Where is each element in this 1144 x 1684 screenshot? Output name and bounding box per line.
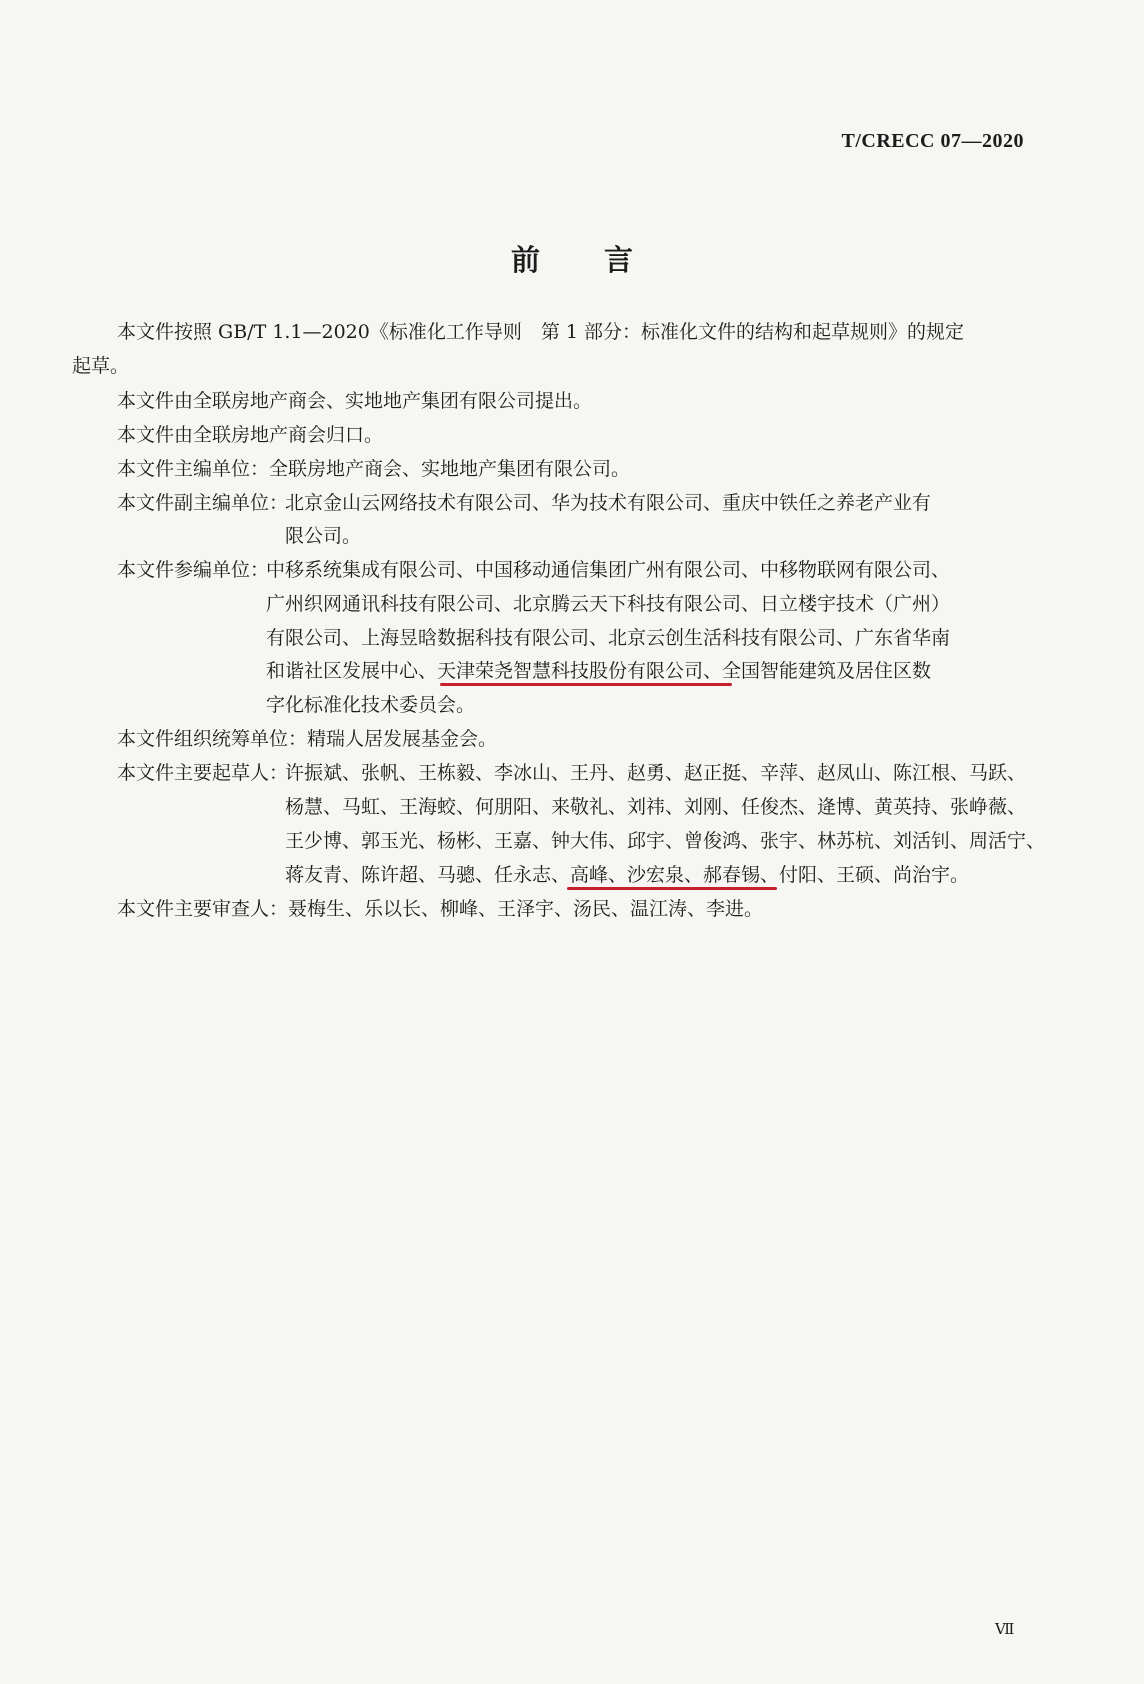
- participating-line-2: 广州织网通讯科技有限公司、北京腾云天下科技有限公司、日立楼宇技术（广州）: [266, 593, 951, 615]
- chief-editor-line: [117, 454, 630, 481]
- title-char-1: 前: [510, 243, 540, 277]
- page-title: [0, 238, 1144, 279]
- participating-line-3: 有限公司、上海昱晗数据科技有限公司、北京云创生活科技有限公司、广东省华南: [266, 627, 951, 649]
- reviewers-line: [117, 894, 763, 921]
- foreword-p2: 本文件由全联房地产商会、实地地产集团有限公司提出。: [117, 390, 593, 412]
- participating-line-5: 字化标准化技术委员会。: [266, 694, 476, 716]
- reviewers-text: 聂梅生、乐以长、柳峰、王泽宇、汤民、温江涛、李进。: [288, 898, 764, 920]
- chief-editor-label: 本文件主编单位：: [117, 458, 270, 480]
- red-underline-company: [440, 683, 732, 686]
- drafters-line-1: 许振斌、张帆、王栋毅、李冰山、王丹、赵勇、赵正挺、辛萍、赵凤山、陈江根、马跃、: [285, 762, 1027, 784]
- drafters-line-4: 蒋友青、陈许超、马骢、任永志、高峰、沙宏泉、郝春锡、付阳、王硕、尚治宇。: [285, 864, 970, 886]
- red-underline-names: [567, 887, 777, 890]
- organizer-text: 精瑞人居发展基金会。: [307, 728, 498, 750]
- deputy-editor-line-2: 限公司。: [285, 525, 362, 547]
- title-char-2: 言: [604, 243, 634, 277]
- page-number: Ⅶ: [995, 1622, 1015, 1638]
- participating-line-4: 和谐社区发展中心、天津荣尧智慧科技股份有限公司、全国智能建筑及居住区数: [266, 660, 932, 682]
- organizer-label: 本文件组织统筹单位：: [117, 728, 308, 750]
- participating-label: 本文件参编单位：: [117, 559, 270, 581]
- deputy-editor-label: 本文件副主编单位：: [117, 492, 289, 514]
- foreword-p3: 本文件由全联房地产商会归口。: [117, 424, 384, 446]
- standard-code: T/CRECC 07—2020: [841, 130, 1024, 152]
- drafters-line-2: 杨慧、马虹、王海蛟、何朋阳、来敬礼、刘祎、刘刚、任俊杰、逄博、黄英持、张峥薇、: [285, 796, 1027, 818]
- deputy-editor-line-1: 北京金山云网络技术有限公司、华为技术有限公司、重庆中铁任之养老产业有: [285, 492, 932, 514]
- chief-editor-text: 全联房地产商会、实地地产集团有限公司。: [269, 458, 631, 480]
- reviewers-label: 本文件主要审查人：: [117, 898, 289, 920]
- participating-line-1: 中移系统集成有限公司、中国移动通信集团广州有限公司、中移物联网有限公司、: [266, 559, 951, 581]
- organizer-line: [117, 724, 497, 751]
- drafters-line-3: 王少博、郭玉光、杨彬、王嘉、钟大伟、邱宇、曾俊鸿、张宇、林苏杭、刘活钊、周活宁、: [285, 830, 1046, 852]
- drafters-label: 本文件主要起草人：: [117, 762, 289, 784]
- foreword-p1-line2: 起草。: [72, 355, 130, 377]
- foreword-p1-line1: 本文件按照 GB/T 1.1—2020《标准化工作导则 第 1 部分：标准化文件的结构和起草规则》的规定: [117, 321, 965, 343]
